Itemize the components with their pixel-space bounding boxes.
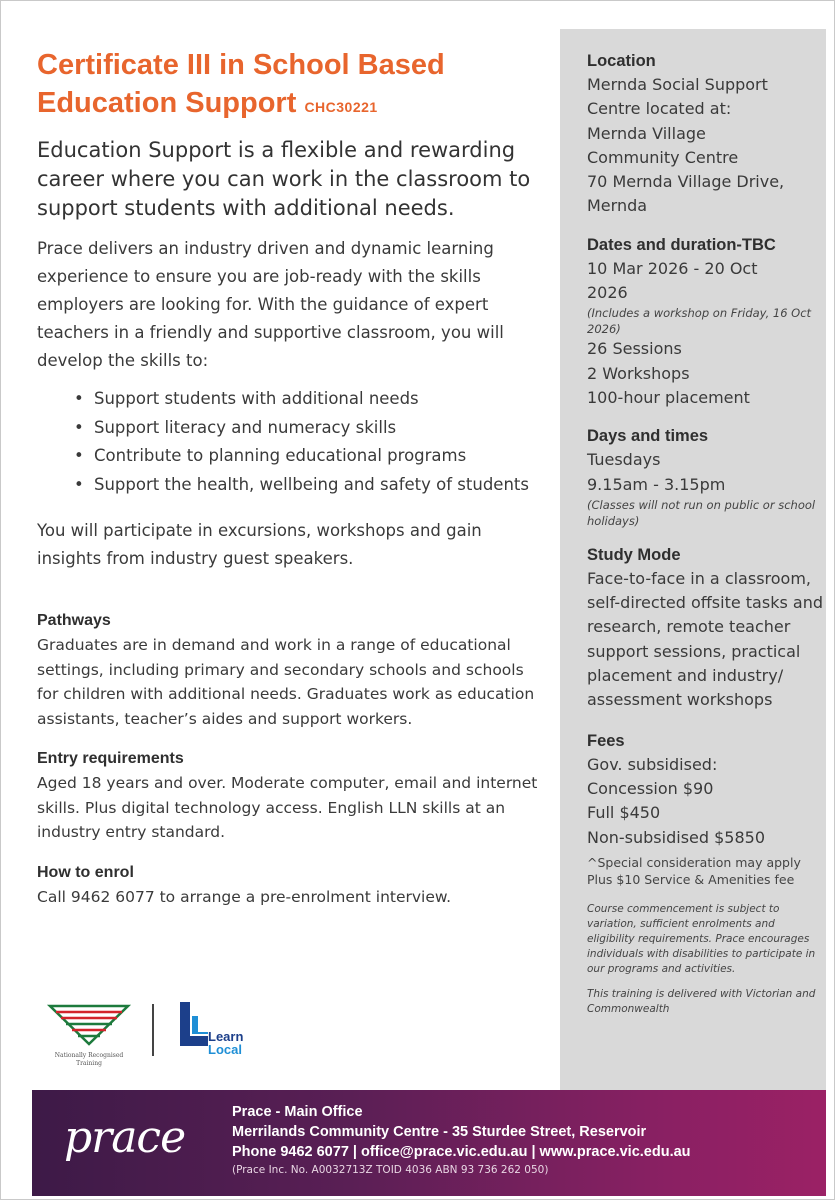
entry-section [37,747,542,845]
course-title [37,46,542,126]
location-section: Location Mernda Social Support Centre located at: Mernda Village Community Centre 70 Mernda Village Drive, Mernda [587,49,823,219]
prace-logo: prace [64,1112,186,1163]
lead-paragraph: Education Support is a flexible and rewarding career where you can work in the classroom to support students with additional needs. [37,138,531,220]
office-label: Prace - Main Office [232,1104,363,1120]
bullet-icon: • [74,446,84,465]
enrol-text: Call 9462 6077 to arrange a pre-enrolment interview. [37,887,452,906]
funding-notice: This training is delivered with Victorian and Commonwealth [587,987,816,1015]
contact-details: Phone 9462 6077 | office@prace.vic.edu.au | www.prace.vic.edu.au [232,1144,691,1160]
dates-heading: Dates and duration-TBC [587,235,776,254]
learn-local-wordmark: Learn Local [208,1029,244,1057]
bullet-icon: • [74,474,84,494]
accreditation-logos [44,1000,274,1075]
entry-text: Aged 18 years and over. Moderate computer, email and internet skills. Plus digital technology access. English LLN skills at an industry entry standard. [37,774,538,841]
skills-list [37,385,542,499]
study-section: Study Mode Face-to-face in a classroom, self-directed offsite tasks and research, remote teacher support sessions, practical placement and industry/ assessment workshops [587,543,823,713]
pathways-section [37,609,542,731]
list-item: • Contribute to planning educational programs [74,442,542,471]
list-item: • Support students with additional needs [74,385,542,414]
fees-heading: Fees [587,731,625,750]
bullet-icon: • [74,417,84,437]
pathways-heading: Pathways [37,612,111,629]
registration-info: (Prace Inc. No. A0032713Z TOID 4036 ABN 93 736 262 050) [232,1164,549,1176]
list-item: • Support literacy and numeracy skills [74,414,542,443]
enrol-section [37,861,542,910]
enrol-heading: How to enrol [37,863,134,881]
footer-banner [32,1090,826,1196]
title-line-1: Certificate III in School Based [37,49,445,81]
days-section: Days and times Tuesdays 9.15am - 3.15pm (Classes will not run on public or school holidays) [587,424,823,529]
excursions-paragraph: You will participate in excursions, workshops and gain insights from industry guest speakers. [37,521,482,568]
commencement-notice: Course commencement is subject to variation, sufficient enrolments and eligibility requirements. Prace encourages individuals with disabilities to participate in our programs and activities. [587,902,816,975]
main-column [37,46,542,909]
list-item: • Support the health, wellbeing and safety of students [74,471,542,500]
course-details-sidebar [560,29,826,1090]
course-code: CHC30221 [304,99,378,115]
nrt-triangle-icon [44,1000,134,1052]
bullet-icon: • [74,389,84,408]
logo-divider [152,1004,154,1056]
entry-heading: Entry requirements [37,750,184,767]
nrt-caption: Nationally Recognised Training [54,1052,124,1067]
pathways-text: Graduates are in demand and work in a range of educational settings, including primary and secondary schools and schools for children with additional needs. Graduates work as education assistants, teacher’s aides and support workers. [37,636,535,728]
intro-paragraph: Prace delivers an industry driven and dynamic learning experience to ensure you are job-ready with the skills employers are looking for. With the guidance of expert teachers in a friendly and supportive classroom, you will develop the skills to: [37,239,504,370]
office-address: Merrilands Community Centre - 35 Sturdee Street, Reservoir [232,1124,647,1140]
footer-contact [232,1102,691,1178]
title-line-2: Education Support [37,87,297,119]
fees-section: Fees Gov. subsidised: Concession $90 Full $450 Non-subsidised $5850 ^Special consideration may apply Plus $10 Service & Amenities fee [587,729,823,888]
nrt-logo [44,1000,134,1075]
dates-section: Dates and duration-TBC 10 Mar 2026 - 20 Oct 2026 (Includes a workshop on Friday, 16 Oct 2026) 26 Sessions 2 Workshops 100-hour placement [587,233,823,410]
learn-local-logo [176,1000,276,1065]
study-heading: Study Mode [587,545,681,564]
days-heading: Days and times [587,427,709,446]
learn-local-icon [176,1000,212,1052]
location-heading: Location [587,52,656,70]
